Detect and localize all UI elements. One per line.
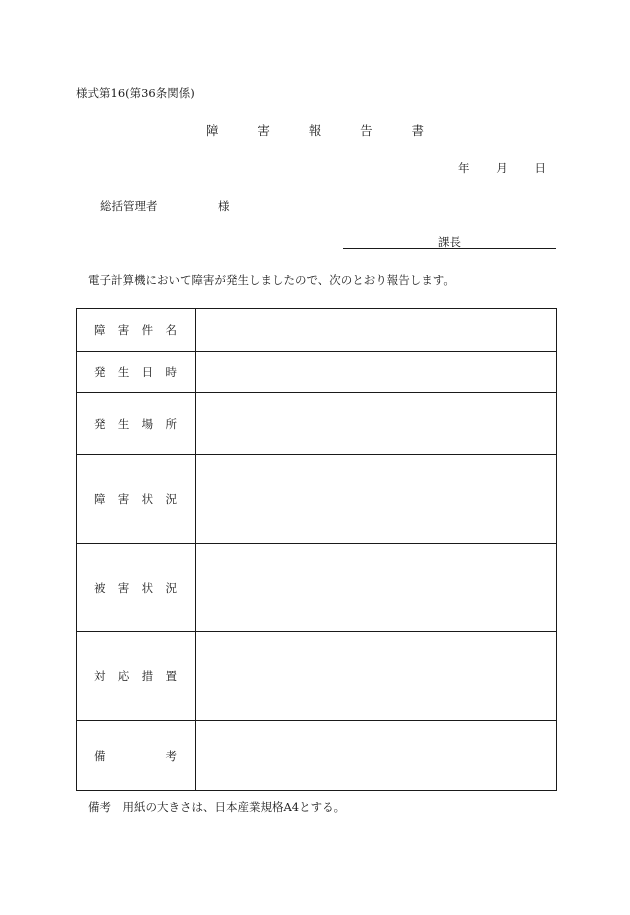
label-char: 生: [117, 365, 130, 379]
table-row-response-measures: [77, 632, 557, 721]
label-char: 被: [94, 580, 106, 595]
row-label: [77, 352, 196, 393]
table-row-occurrence-location: [77, 393, 557, 455]
label-char: 備: [94, 748, 106, 763]
response-measures-field[interactable]: [196, 632, 557, 721]
label-char: 況: [165, 492, 177, 506]
label-char: 時: [165, 365, 177, 379]
document-title: [206, 121, 424, 139]
row-label: [77, 544, 196, 632]
label-char: 害: [117, 580, 130, 595]
occurrence-datetime-field[interactable]: [196, 352, 557, 393]
label-char: 日: [141, 365, 154, 379]
table-row-incident-name: [77, 309, 557, 352]
label-char: 所: [165, 416, 177, 431]
occurrence-location-field[interactable]: [196, 393, 557, 455]
row-label: [77, 721, 196, 791]
date-line: [458, 160, 546, 176]
label-char: 生: [117, 416, 130, 431]
label-char: 況: [165, 580, 177, 595]
label-char: 障: [94, 492, 106, 506]
label-char: 状: [141, 492, 154, 506]
incident-status-field[interactable]: [196, 455, 557, 544]
incident-name-field[interactable]: [196, 309, 557, 352]
label-char: 応: [117, 669, 130, 683]
honorific: 様: [218, 199, 230, 213]
form-number: 様式第16(第36条関係): [76, 86, 195, 100]
label-char: 対: [94, 669, 106, 683]
label-char: 場: [141, 416, 154, 431]
label-char: 考: [165, 748, 177, 763]
date-year-label: 年: [458, 161, 470, 175]
date-day-label: 日: [534, 161, 546, 175]
label-char: 状: [141, 580, 154, 595]
label-char: 名: [165, 323, 177, 337]
label-char: 発: [94, 365, 106, 379]
report-table: [76, 308, 557, 791]
intro-text: 電子計算機において障害が発生しましたので、次のとおり報告します。: [88, 273, 455, 287]
title-char: 報: [308, 123, 322, 138]
table-row-remarks: [77, 721, 557, 791]
table-row-damage-status: [77, 544, 557, 632]
chief-signature-line: [343, 234, 556, 249]
remarks-field[interactable]: [196, 721, 557, 791]
row-label: [77, 309, 196, 352]
label-char: 障: [94, 323, 106, 337]
label-char: 発: [94, 416, 106, 431]
title-char: 害: [257, 123, 270, 138]
label-char: 置: [165, 669, 177, 683]
label-char: 件: [141, 323, 154, 337]
row-label: [77, 393, 196, 455]
footnote: 備考 用紙の大きさは、日本産業規格A4とする。: [88, 800, 346, 814]
row-label: [77, 632, 196, 721]
chief-title: 課長: [438, 235, 461, 249]
title-char: 書: [411, 123, 424, 138]
addressee: 総括管理者: [100, 199, 158, 213]
title-char: 障: [206, 123, 219, 138]
label-char: 害: [117, 492, 130, 506]
label-char: 措: [141, 669, 154, 683]
title-char: 告: [360, 123, 373, 138]
row-label: [77, 455, 196, 544]
label-char: 害: [117, 323, 130, 337]
date-month-label: 月: [496, 161, 508, 175]
table-row-occurrence-datetime: [77, 352, 557, 393]
damage-status-field[interactable]: [196, 544, 557, 632]
table-row-incident-status: [77, 455, 557, 544]
